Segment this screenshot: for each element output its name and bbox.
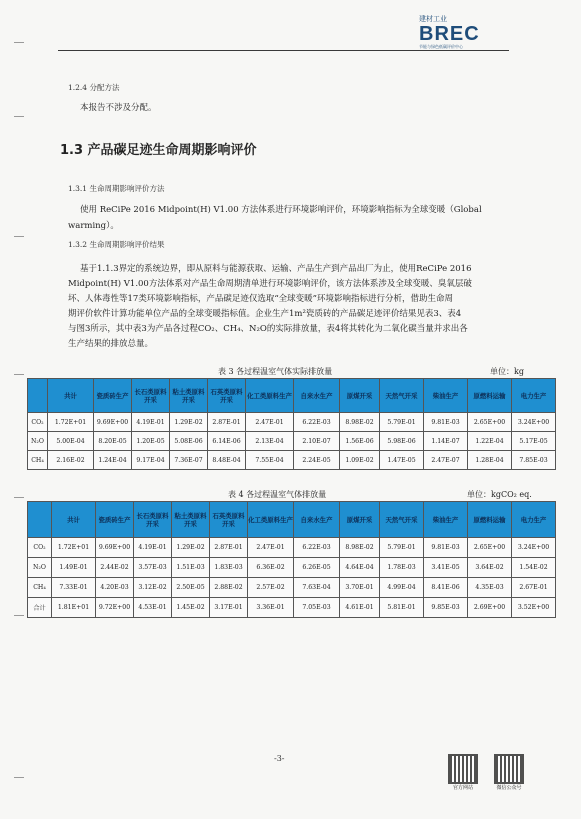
table3-header-row xyxy=(28,379,556,413)
table4-header-row xyxy=(28,502,556,538)
table-cell: 3.57E-03 xyxy=(134,558,172,578)
table-cell: 5.17E-05 xyxy=(512,432,556,451)
table-cell: 5.08E-06 xyxy=(170,432,208,451)
table4-header-cell: 天然气开采 xyxy=(380,502,424,538)
paragraph-line: 坏、人体毒性等17类环境影响指标，产品碳足迹仅选取“全球变暖”环境影响指标进行分析，借助生命周 xyxy=(68,294,454,304)
table4-header-cell: 自来水生产 xyxy=(294,502,340,538)
qr-code-icon xyxy=(448,754,478,784)
table-cell: 1.22E-04 xyxy=(468,432,512,451)
table-cell: 2.50E-05 xyxy=(172,578,210,598)
table-cell: 7.55E-04 xyxy=(246,451,294,470)
table-cell: 1.29E-02 xyxy=(172,538,210,558)
table-cell: 6.22E-03 xyxy=(294,538,340,558)
table-row xyxy=(28,538,556,558)
logo-subtitle: 节能与绿色低碳评价中心 xyxy=(419,44,463,49)
table-row-total xyxy=(28,598,556,618)
table-cell: 2.65E+00 xyxy=(468,413,512,432)
table-cell: 1.45E-02 xyxy=(172,598,210,618)
table-cell: 1.78E-03 xyxy=(380,558,424,578)
qr-wechat xyxy=(494,754,524,791)
table-cell: 1.28E-04 xyxy=(468,451,512,470)
table-row xyxy=(28,432,556,451)
table-cell: 3.64E-02 xyxy=(468,558,512,578)
paragraph-line: 基于1.1.3界定的系统边界，即从原料与能源获取、运输、产品生产到产品出厂为止，使用ReCiPe 2016 xyxy=(80,264,472,274)
table-cell: 2.87E-01 xyxy=(210,538,248,558)
heading-1-2-4: 1.2.4 分配方法 xyxy=(68,83,120,92)
table-cell: 2.47E-07 xyxy=(424,451,468,470)
table4-caption: 表 4 各过程温室气体排放量 xyxy=(228,490,327,499)
table3-header-cell: 共计 xyxy=(48,379,94,413)
table-cell: 6.14E-06 xyxy=(208,432,246,451)
table4-unit: 单位：kgCO₂ eq. xyxy=(467,490,532,499)
table-cell: 5.81E-01 xyxy=(380,598,424,618)
table4-header-cell: 原燃料运输 xyxy=(468,502,512,538)
table-cell: 4.61E-01 xyxy=(340,598,380,618)
table-cell: N₂O xyxy=(28,432,48,451)
qr-label: 微信公众号 xyxy=(496,785,522,791)
table-cell: 2.13E-04 xyxy=(246,432,294,451)
table-cell: 5.79E-01 xyxy=(380,413,424,432)
table-cell: 6.26E-05 xyxy=(294,558,340,578)
table-cell: 2.87E-01 xyxy=(208,413,246,432)
paragraph-1-3-2 xyxy=(68,262,528,352)
table-cell: 7.85E-03 xyxy=(512,451,556,470)
table-cell: 8.98E-02 xyxy=(340,413,380,432)
table-cell: 4.35E-03 xyxy=(468,578,512,598)
paragraph-line: 生产结果的排放总量。 xyxy=(68,339,154,349)
table-cell: 2.24E-05 xyxy=(294,451,340,470)
table-cell: 3.52E+00 xyxy=(512,598,556,618)
table-cell: CH₄ xyxy=(28,578,52,598)
table3-unit: 单位：kg xyxy=(490,367,524,376)
table4-header-cell: 电力生产 xyxy=(512,502,556,538)
table-cell: 3.24E+00 xyxy=(512,538,556,558)
table-cell: 1.56E-06 xyxy=(340,432,380,451)
table4-header-cell: 柴油生产 xyxy=(424,502,468,538)
table-cell: N₂O xyxy=(28,558,52,578)
table-cell: 9.81E-03 xyxy=(424,538,468,558)
table-cell: 1.72E+01 xyxy=(48,413,94,432)
paragraph-1-3-1-line1: 使用 ReCiPe 2016 Midpoint(H) V1.00 方法体系进行环境影响评价，环境影响指标为全球变暖（Global xyxy=(80,205,482,215)
table-cell: 5.00E-04 xyxy=(48,432,94,451)
table-cell: 7.33E-01 xyxy=(52,578,96,598)
table-cell: CO₂ xyxy=(28,538,52,558)
table4 xyxy=(27,501,556,618)
margin-mark xyxy=(14,42,24,43)
table-cell: 9.85E-03 xyxy=(424,598,468,618)
table3-header-cell: 瓷质砖生产 xyxy=(94,379,132,413)
table-cell: 1.49E-01 xyxy=(52,558,96,578)
paragraph-line: 与图3所示，其中表3为产品各过程CO₂、CH₄、N₂O的实际排放量，表4将其转化为二氧化碳当量并求出各 xyxy=(68,324,468,334)
paragraph-1-3-1-line2: warming）。 xyxy=(68,221,119,231)
table3-header-cell xyxy=(28,379,48,413)
table-cell: 2.16E-02 xyxy=(48,451,94,470)
table-cell: 4.19E-01 xyxy=(132,413,170,432)
table-cell: 9.69E+00 xyxy=(94,413,132,432)
table-cell: 1.24E-04 xyxy=(94,451,132,470)
table4-header-cell xyxy=(28,502,52,538)
table3-header-cell: 长石类原料开采 xyxy=(132,379,170,413)
table-cell: 4.20E-03 xyxy=(96,578,134,598)
table-cell: 3.24E+00 xyxy=(512,413,556,432)
margin-mark xyxy=(14,777,24,778)
table-cell: 1.14E-07 xyxy=(424,432,468,451)
table-cell: 1.54E-02 xyxy=(512,558,556,578)
table4-header-cell: 瓷质砖生产 xyxy=(96,502,134,538)
table3-header-cell: 化工类原料生产 xyxy=(246,379,294,413)
section-title-1-3: 1.3 产品碳足迹生命周期影响评价 xyxy=(60,143,257,158)
margin-mark xyxy=(14,236,24,237)
table4-header-cell: 粘土类原料开采 xyxy=(172,502,210,538)
table3-header-cell: 原煤开采 xyxy=(340,379,380,413)
brec-logo xyxy=(419,14,511,50)
table-cell: 1.29E-02 xyxy=(170,413,208,432)
table-cell: 7.05E-03 xyxy=(294,598,340,618)
margin-mark xyxy=(14,374,24,375)
table4-header-cell: 长石类原料开采 xyxy=(134,502,172,538)
table-cell: 2.88E-02 xyxy=(210,578,248,598)
heading-1-3-1: 1.3.1 生命周期影响评价方法 xyxy=(68,184,165,193)
table-cell: 3.12E-02 xyxy=(134,578,172,598)
table4-header-cell: 共计 xyxy=(52,502,96,538)
table-cell: 7.36E-07 xyxy=(170,451,208,470)
table3-header-cell: 电力生产 xyxy=(512,379,556,413)
table4-header-cell: 化工类原料生产 xyxy=(248,502,294,538)
paragraph-line: Midpoint(H) V1.00方法体系对产品生命周期清单进行环境影响评价，该方法体系涉及全球变暖、臭氧层破 xyxy=(68,279,472,289)
table-cell: 9.81E-03 xyxy=(424,413,468,432)
table-cell: 6.36E-02 xyxy=(248,558,294,578)
table-cell: 1.72E+01 xyxy=(52,538,96,558)
table-cell: 1.47E-05 xyxy=(380,451,424,470)
table-cell: 3.70E-01 xyxy=(340,578,380,598)
table-cell: 8.98E-02 xyxy=(340,538,380,558)
table-row xyxy=(28,413,556,432)
table-cell: 9.69E+00 xyxy=(96,538,134,558)
table-cell: 7.63E-04 xyxy=(294,578,340,598)
table3-header-cell: 原燃料运输 xyxy=(468,379,512,413)
table-cell: 4.53E-01 xyxy=(134,598,172,618)
table-row xyxy=(28,578,556,598)
table-cell: 8.48E-04 xyxy=(208,451,246,470)
table-cell: 1.51E-03 xyxy=(172,558,210,578)
table3 xyxy=(27,378,556,470)
table3-header-cell: 粘土类原料开采 xyxy=(170,379,208,413)
table-cell: 2.47E-01 xyxy=(248,538,294,558)
logo-top-text: 建材工业 xyxy=(419,15,447,23)
paragraph-1-2-4: 本报告不涉及分配。 xyxy=(80,103,157,113)
table-cell: 2.69E+00 xyxy=(468,598,512,618)
table3-header-cell: 石英类原料开采 xyxy=(208,379,246,413)
table-cell: 1.83E-03 xyxy=(210,558,248,578)
table-cell: 6.22E-03 xyxy=(294,413,340,432)
qr-label: 官方网站 xyxy=(452,785,473,791)
table-cell: 1.81E+01 xyxy=(52,598,96,618)
margin-mark xyxy=(14,615,24,616)
table-cell: 2.67E-01 xyxy=(512,578,556,598)
table-cell: CO₂ xyxy=(28,413,48,432)
table-cell: CH₄ xyxy=(28,451,48,470)
table-cell: 2.47E-01 xyxy=(246,413,294,432)
qr-official-site xyxy=(448,754,478,791)
table-cell: 2.57E-02 xyxy=(248,578,294,598)
table-cell: 8.20E-05 xyxy=(94,432,132,451)
table-cell: 9.17E-04 xyxy=(132,451,170,470)
table-cell: 1.20E-05 xyxy=(132,432,170,451)
table3-header-cell: 天然气开采 xyxy=(380,379,424,413)
table-cell: 4.64E-04 xyxy=(340,558,380,578)
logo-brand: BREC xyxy=(419,23,480,45)
table-cell: 9.72E+00 xyxy=(96,598,134,618)
table4-header-cell: 原煤开采 xyxy=(340,502,380,538)
table-cell: 3.36E-01 xyxy=(248,598,294,618)
table-row xyxy=(28,558,556,578)
table-cell: 5.79E-01 xyxy=(380,538,424,558)
margin-mark xyxy=(14,116,24,117)
table3-caption: 表 3 各过程温室气体实际排放量 xyxy=(218,367,333,376)
table-cell: 2.10E-07 xyxy=(294,432,340,451)
table-cell: 8.41E-06 xyxy=(424,578,468,598)
paragraph-line: 期评价软件计算功能单位产品的全球变暖指标值。企业生产1m²瓷质砖的产品碳足迹评价结果见表3、表4 xyxy=(68,309,462,319)
table-row xyxy=(28,451,556,470)
table3-header-cell: 自来水生产 xyxy=(294,379,340,413)
table-cell: 3.41E-05 xyxy=(424,558,468,578)
header-rule xyxy=(58,50,509,51)
table3-header-cell: 柴油生产 xyxy=(424,379,468,413)
table-cell: 4.19E-01 xyxy=(134,538,172,558)
table-cell: 1.09E-02 xyxy=(340,451,380,470)
table-cell: 4.99E-04 xyxy=(380,578,424,598)
table-cell: 3.17E-01 xyxy=(210,598,248,618)
table-cell: 2.44E-02 xyxy=(96,558,134,578)
qr-code-icon xyxy=(494,754,524,784)
heading-1-3-2: 1.3.2 生命周期影响评价结果 xyxy=(68,240,165,249)
table4-header-cell: 石英类原料开采 xyxy=(210,502,248,538)
margin-mark xyxy=(14,497,24,498)
table-cell: 合计 xyxy=(28,598,52,618)
table-cell: 2.65E+00 xyxy=(468,538,512,558)
table-cell: 5.98E-06 xyxy=(380,432,424,451)
page-number: -3- xyxy=(274,754,285,763)
